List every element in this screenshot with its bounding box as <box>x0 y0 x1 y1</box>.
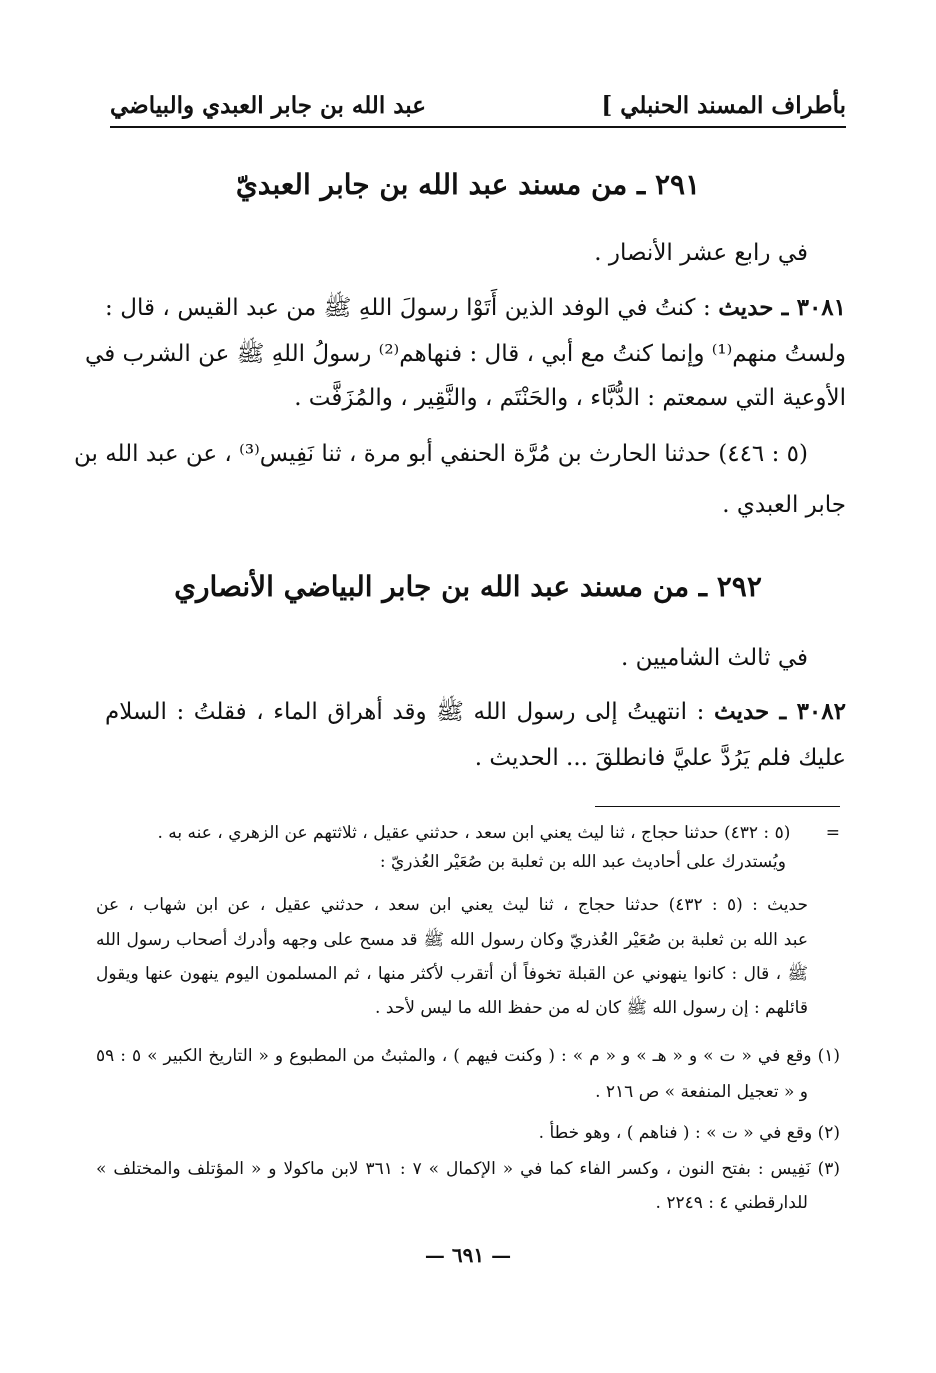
footnote-line: حديث : (٥ : ٤٣٢) حدثنا حجاج ، ثنا ليث يعني ابن سعد ، حدثني عقيل ، عن ابن شهاب ، عن <box>96 895 808 915</box>
footnote-line: قائلهم : إن رسول الله ﷺ كان له من حفظ الله ما ليس لأحد . <box>375 998 808 1018</box>
footnote-text: (٥ : ٤٣٢) حدثنا حجاج ، ثنا ليث يعني ابن سعد ، حدثني عقيل ، ثلاثتهم عن الزهري ، عنه به . <box>157 823 791 843</box>
footnote-line: ﷺ ، قال : كانوا ينهوني عن القبلة تخوفاً أن أتقرب لأكثر منها ، ثم المسلمون اليوم ينهون عنها ويقول <box>96 964 808 984</box>
hadith-3082-line-1 <box>105 697 846 731</box>
isnad-line-1: (٥ : ٤٤٦) حدثنا الحارث بن مُرَّة الحنفي أبو مرة ، ثنا نَفِيس⁽³⁾ ، عن عبد الله بن <box>73 441 808 467</box>
hadith-number: ٣٠٨٢ ـ حديث <box>713 698 846 725</box>
section-location: في ثالث الشاميين . <box>620 645 808 671</box>
header-book-title: بأطراف المسند الحنبلي ] <box>601 92 846 119</box>
running-header <box>110 92 846 124</box>
footnote-rule <box>595 806 840 807</box>
page-number: — ٦٩١ — <box>424 1243 512 1267</box>
hadith-text: : انتهيتُ إلى رسول الله ﷺ وقد أهراق الماء ، فقلتُ : السلام <box>105 699 705 725</box>
header-rule <box>110 126 846 128</box>
footnote-1-cont: و « تعجيل المنفعة » ص ٢١٦ . <box>595 1082 808 1102</box>
hadith-3081-line-3: الأوعية التي سمعتم : الدُّبَّاء ، والحَنْتَم ، والنَّقِير ، والمُزَفَّت . <box>294 385 846 411</box>
footnote-3-cont: للدارقطني ٤ : ٢٢٤٩ . <box>655 1193 808 1213</box>
section-title-291: ٢٩١ ـ من مسند عبد الله بن جابر العبديّ <box>235 168 701 201</box>
footnote-2: (٢) وقع في « ت » : ( فناهم ) ، وهو خطأ . <box>538 1123 840 1143</box>
hadith-text: : كنتُ في الوفد الذين أَتَوْا رسولَ اللهِ ﷺ من عبد القيس ، قال : <box>105 295 711 321</box>
continuation-mark: = <box>825 823 840 843</box>
section-location: في رابع عشر الأنصار . <box>594 240 808 266</box>
hadith-number: ٣٠٨١ ـ حديث <box>718 294 847 321</box>
section-title-292: ٢٩٢ ـ من مسند عبد الله بن جابر البياضي الأنصاري <box>174 570 762 603</box>
footnote-line: ويُستدرك على أحاديث عبد الله بن ثعلبة بن صُعَيْر العُذريّ : <box>379 852 786 872</box>
footnote-continued-line <box>96 823 840 843</box>
footnote-3: (٣) نَفِيس : بفتح النون ، وكسر الفاء كما في « الإكمال » ٧ : ٣٦١ لابن ماكولا و « المؤتلف والمختلف » <box>96 1159 840 1179</box>
footnote-1: (١) وقع في « ت » و « هـ » و « م » : ( وكنت فيهم ) ، والمثبتُ من المطبوع و « التاريخ الكبير » ٥ : ٥٩ <box>96 1046 840 1066</box>
hadith-3081-line-2: ولستُ منهم⁽¹⁾ وإنما كنتُ مع أبي ، قال : فنهاهم⁽²⁾ رسولُ اللهِ ﷺ عن الشرب في <box>85 341 846 367</box>
header-chapter-title: عبد الله بن جابر العبدي والبياضي <box>110 92 426 119</box>
footnote-line: عبد الله بن ثعلبة بن صُعَيْر العُذريّ وكان رسول الله ﷺ قد مسح على وجهه وأدرك أصحاب رسول الله <box>96 930 808 950</box>
hadith-3081-line-1 <box>105 293 846 327</box>
hadith-3082-line-2: عليك فلم يَرُدَّ عليَّ فانطلقَ ... الحديث . <box>474 745 846 771</box>
isnad-line-2: جابر العبدي . <box>722 492 846 518</box>
